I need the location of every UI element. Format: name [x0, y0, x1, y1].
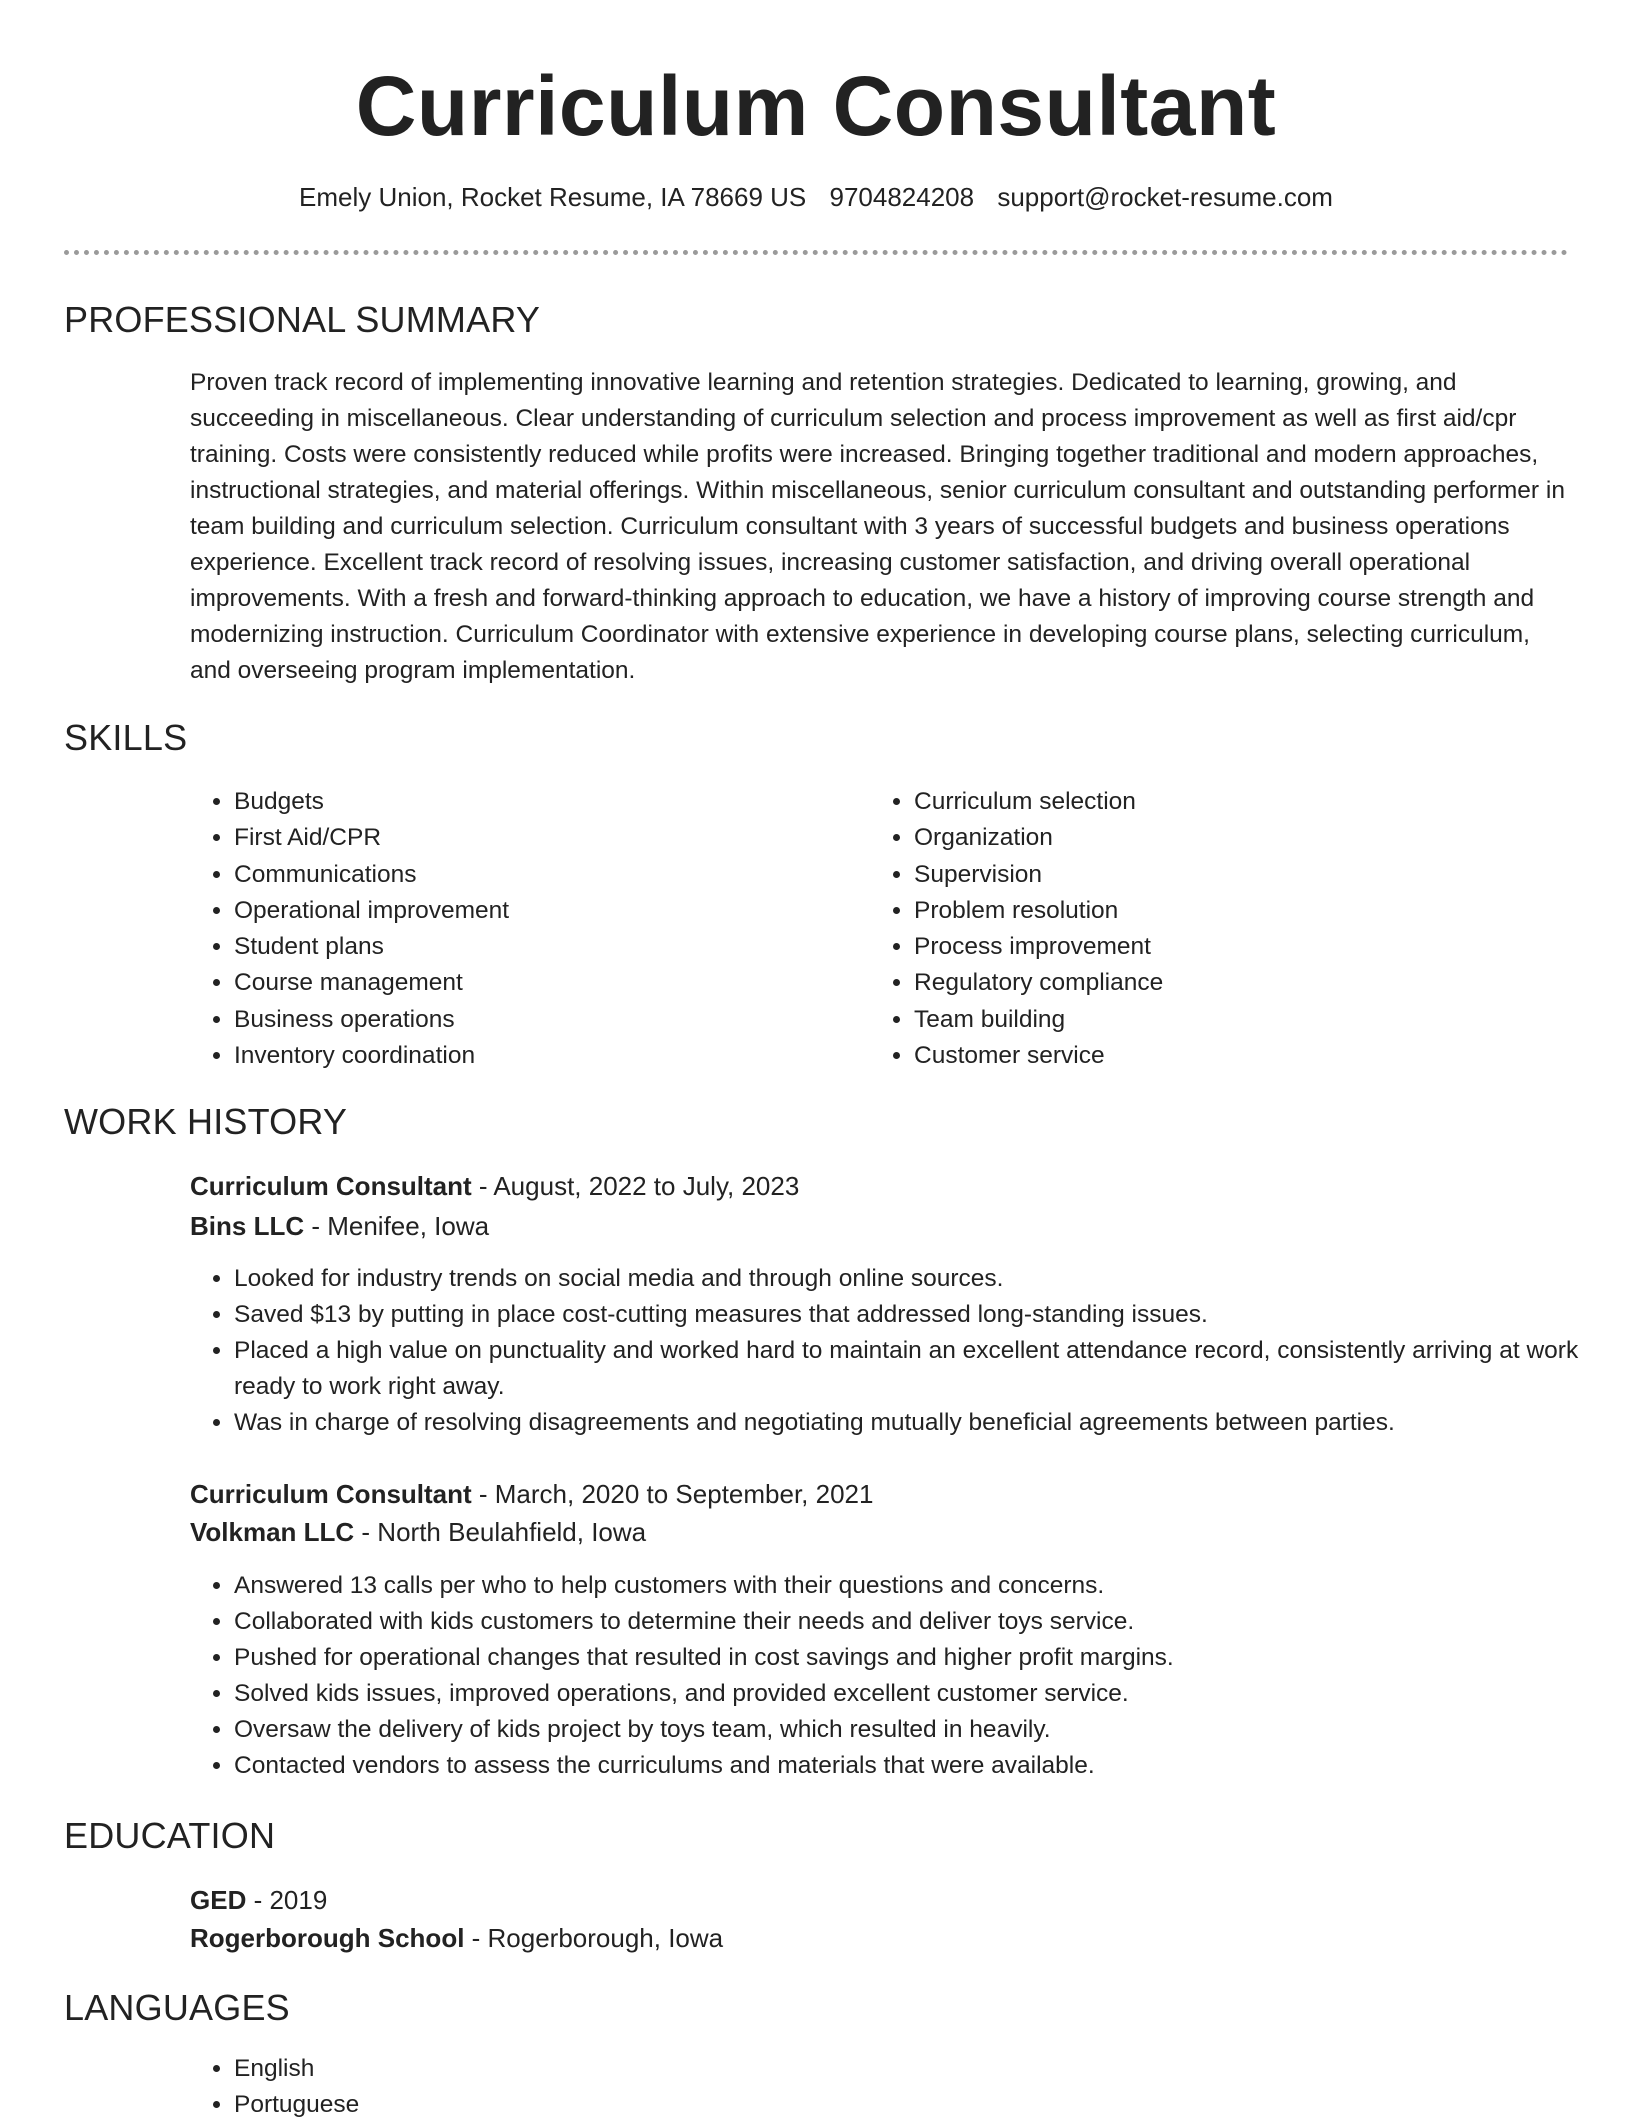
job-2-dates: - March, 2020 to September, 2021: [471, 1479, 874, 1509]
education-heading: EDUCATION: [64, 1815, 276, 1856]
skill-item: • Budgets: [234, 784, 509, 820]
skills-list-left: [190, 784, 509, 1074]
skill-item: • Problem resolution: [914, 893, 1163, 929]
skill-item: • Regulatory compliance: [914, 965, 1163, 1001]
job-1-title-line: [190, 1168, 799, 1204]
skill-item: • First Aid/CPR: [234, 820, 509, 856]
job-1-bullets: [190, 1261, 1614, 1441]
job-bullet: • Pushed for operational changes that resulted in cost savings and higher profit margins.: [234, 1640, 1614, 1676]
job-bullet: • Oversaw the delivery of kids project by toys team, which resulted in heavily.: [234, 1712, 1614, 1748]
skill-item: • Inventory coordination: [234, 1038, 509, 1074]
language-item: • Portuguese: [234, 2087, 359, 2123]
job-2-title-line: [190, 1476, 873, 1512]
job-1-location: - Menifee, Iowa: [304, 1211, 490, 1241]
job-1-company-line: [190, 1208, 489, 1244]
skill-item: • Organization: [914, 820, 1163, 856]
skill-item: • Supervision: [914, 857, 1163, 893]
contact-email: support@rocket-resume.com: [997, 182, 1333, 212]
job-1-dates: - August, 2022 to July, 2023: [471, 1171, 800, 1201]
skill-item: • Team building: [914, 1002, 1163, 1038]
summary-text: Proven track record of implementing innovative learning and retention strategies. Dedicated to learning, growing, and succeeding in miscellaneous. Clear understanding of curriculum selection and process improvement as well as first aid/cpr training. Costs were consistently reduced while profits were increased. Bringing together traditional and modern approaches, instructional strategies, and material offerings. Within miscellaneous, senior curriculum consultant and outstanding performer in team building and curriculum selection. Curriculum consultant with 3 years of successful budgets and business operations experience. Excellent track record of resolving issues, increasing customer satisfaction, and driving overall operational improvements. With a fresh and forward-thinking approach to education, we have a history of improving course strength and modernizing instruction. Curriculum Coordinator with extensive experience in developing course plans, selecting curriculum, and overseeing program implementation.: [190, 369, 1565, 684]
job-bullet: • Looked for industry trends on social media and through online sources.: [234, 1261, 1614, 1297]
summary-heading: PROFESSIONAL SUMMARY: [64, 299, 541, 340]
job-bullet: • Saved $13 by putting in place cost-cutting measures that addressed long-standing issues.: [234, 1297, 1614, 1333]
contact-line: [0, 180, 1632, 214]
resume-title: Curriculum Consultant: [355, 59, 1277, 153]
skill-item: • Business operations: [234, 1002, 509, 1038]
skill-item: • Customer service: [914, 1038, 1163, 1074]
job-bullet: • Was in charge of resolving disagreements and negotiating mutually beneficial agreements between parties.: [234, 1405, 1614, 1441]
job-2-title: Curriculum Consultant: [190, 1479, 472, 1509]
job-bullet: • Solved kids issues, improved operations, and provided excellent customer service.: [234, 1676, 1614, 1712]
languages-list: [190, 2051, 359, 2123]
skill-item: • Course management: [234, 965, 509, 1001]
job-2-company-line: [190, 1514, 646, 1550]
contact-phone: 9704824208: [829, 182, 975, 212]
header-divider: [64, 250, 1568, 255]
contact-address: Emely Union, Rocket Resume, IA 78669 US: [299, 182, 807, 212]
job-bullet: • Contacted vendors to assess the curriculums and materials that were available.: [234, 1748, 1614, 1784]
skill-item: • Process improvement: [914, 929, 1163, 965]
skill-item: • Student plans: [234, 929, 509, 965]
education-location: - Rogerborough, Iowa: [464, 1923, 724, 1953]
education-degree: GED: [190, 1885, 247, 1915]
education-school-line: [190, 1920, 723, 1956]
skill-item: • Operational improvement: [234, 893, 509, 929]
skill-item: • Curriculum selection: [914, 784, 1163, 820]
job-bullet: • Answered 13 calls per who to help customers with their questions and concerns.: [234, 1568, 1614, 1604]
skill-item: • Communications: [234, 857, 509, 893]
job-2-company: Volkman LLC: [190, 1517, 355, 1547]
job-1-company: Bins LLC: [190, 1211, 305, 1241]
job-bullet: • Collaborated with kids customers to determine their needs and deliver toys service.: [234, 1604, 1614, 1640]
job-1-title: Curriculum Consultant: [190, 1171, 472, 1201]
skills-list-right: [870, 784, 1163, 1074]
work-heading: WORK HISTORY: [64, 1101, 348, 1142]
job-2-bullets: [190, 1568, 1614, 1784]
job-bullet: • Placed a high value on punctuality and worked hard to maintain an excellent attendance record, consistently arriving at work ready to work right away.: [234, 1333, 1614, 1405]
education-degree-line: [190, 1882, 327, 1918]
job-2-location: - North Beulahfield, Iowa: [354, 1517, 647, 1547]
languages-heading: LANGUAGES: [64, 1987, 290, 2028]
education-year: - 2019: [246, 1885, 328, 1915]
education-school: Rogerborough School: [190, 1923, 465, 1953]
language-item: • English: [234, 2051, 359, 2087]
skills-heading: SKILLS: [64, 717, 188, 758]
